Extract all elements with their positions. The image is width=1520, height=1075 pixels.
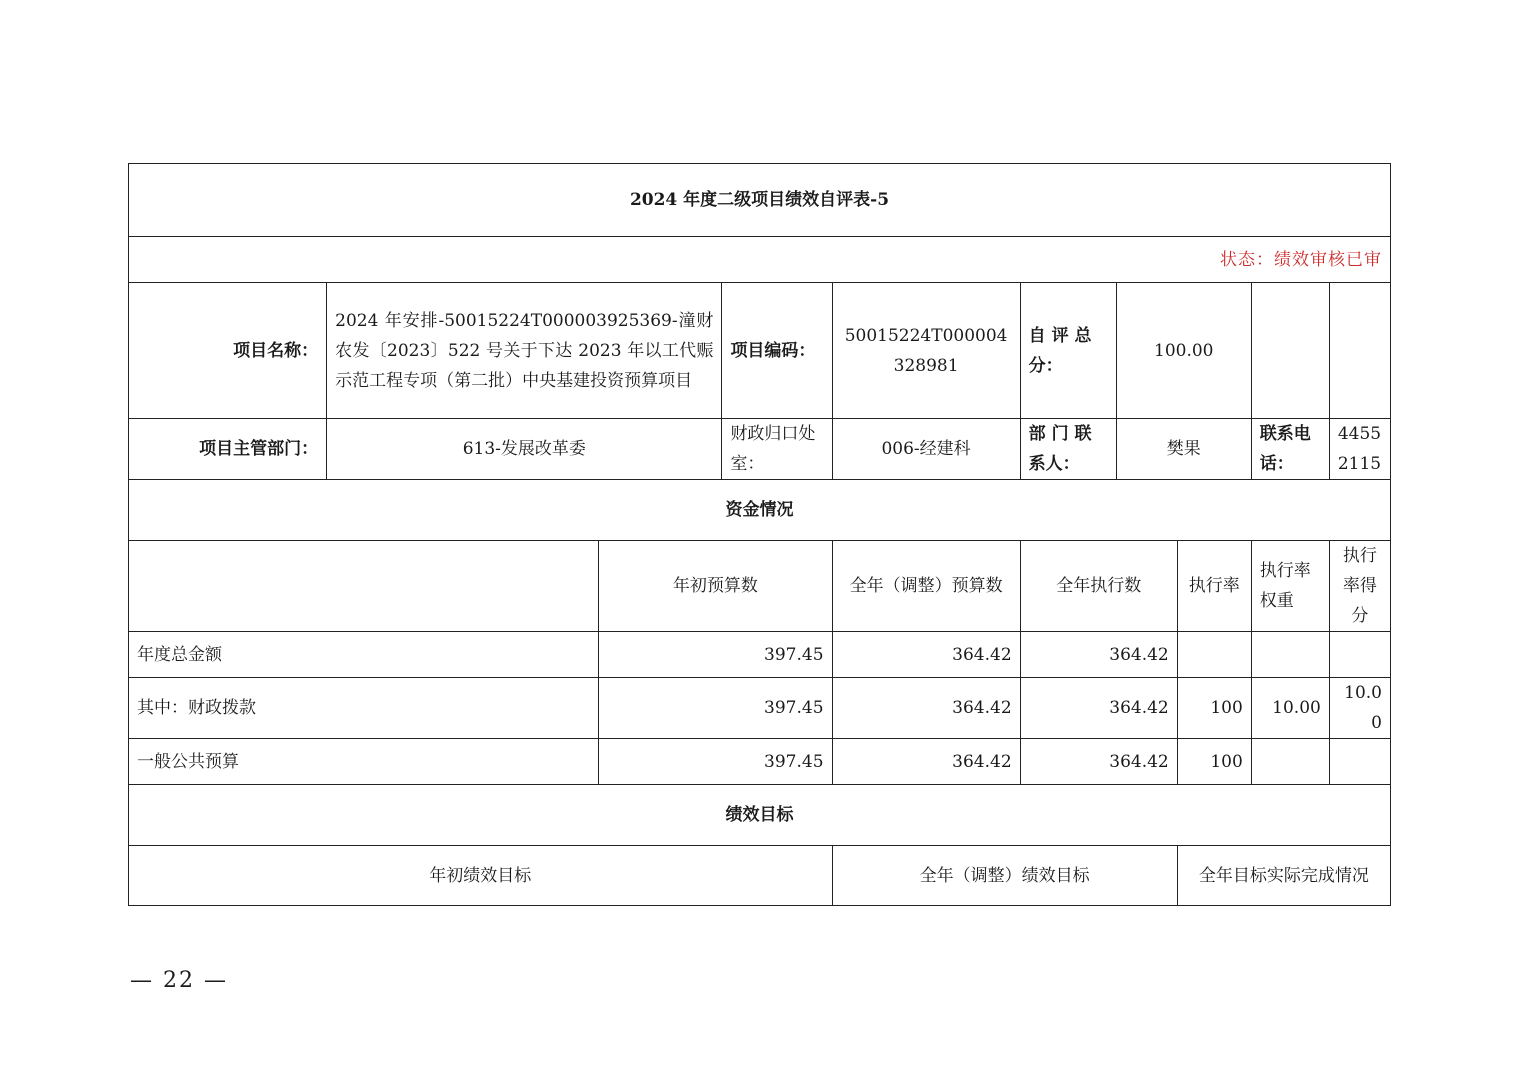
row-score: 10.00	[1329, 678, 1390, 739]
table-row	[129, 678, 1391, 739]
row-executed: 364.42	[1020, 632, 1177, 678]
row-adjusted: 364.42	[832, 678, 1020, 739]
row-adjusted: 364.42	[832, 739, 1020, 785]
contact-label: 部 门 联系人：	[1020, 419, 1116, 480]
row-weight	[1251, 632, 1329, 678]
row-weight: 10.00	[1251, 678, 1329, 739]
project-name-label: 项目名称：	[129, 283, 327, 419]
row-label: 其中：财政拨款	[129, 678, 599, 739]
funds-header-blank	[129, 541, 599, 632]
funds-header-executed: 全年执行数	[1020, 541, 1177, 632]
row-rate	[1177, 632, 1251, 678]
targets-header-actual: 全年目标实际完成情况	[1177, 846, 1390, 906]
self-evaluation-table	[128, 163, 1391, 906]
finance-office-label: 财政归口处室：	[722, 419, 832, 480]
dept-label: 项目主管部门：	[129, 419, 327, 480]
project-code-label: 项目编码：	[722, 283, 832, 419]
row-label: 一般公共预算	[129, 739, 599, 785]
row-score	[1329, 739, 1390, 785]
project-name-value: 2024 年安排-50015224T000003925369-潼财农发〔2023〕522 号关于下达 2023 年以工代赈示范工程专项（第二批）中央基建投资预算项目	[327, 283, 722, 419]
page-title: 2024 年度二级项目绩效自评表-5	[129, 164, 1391, 237]
funds-header-weight: 执行率权重	[1251, 541, 1329, 632]
dept-value: 613-发展改革委	[327, 419, 722, 480]
funds-section-title: 资金情况	[129, 480, 1391, 541]
funds-header-score: 执行率得分	[1329, 541, 1390, 632]
row-adjusted: 364.42	[832, 632, 1020, 678]
row-initial: 397.45	[599, 632, 832, 678]
row-label: 年度总金额	[129, 632, 599, 678]
finance-office-value: 006-经建科	[832, 419, 1020, 480]
row-score	[1329, 632, 1390, 678]
phone-value: 44552115	[1329, 419, 1390, 480]
row-initial: 397.45	[599, 678, 832, 739]
self-score-value: 100.00	[1116, 283, 1251, 419]
targets-header-initial: 年初绩效目标	[129, 846, 833, 906]
empty-cell	[1329, 283, 1390, 419]
row-weight	[1251, 739, 1329, 785]
table-row	[129, 632, 1391, 678]
page-number: — 22 —	[130, 968, 228, 993]
status-badge: 状态：绩效审核已审	[129, 237, 1391, 283]
row-executed: 364.42	[1020, 678, 1177, 739]
row-initial: 397.45	[599, 739, 832, 785]
phone-label: 联系电话：	[1251, 419, 1329, 480]
row-rate: 100	[1177, 678, 1251, 739]
contact-value: 樊果	[1116, 419, 1251, 480]
funds-header-initial: 年初预算数	[599, 541, 832, 632]
self-score-label: 自 评 总分：	[1020, 283, 1116, 419]
funds-header-rate: 执行率	[1177, 541, 1251, 632]
empty-cell	[1251, 283, 1329, 419]
targets-section-title: 绩效目标	[129, 785, 1391, 846]
project-code-value: 50015224T000004328981	[832, 283, 1020, 419]
funds-header-adjusted: 全年（调整）预算数	[832, 541, 1020, 632]
row-executed: 364.42	[1020, 739, 1177, 785]
table-row	[129, 739, 1391, 785]
targets-header-adjusted: 全年（调整）绩效目标	[832, 846, 1177, 906]
row-rate: 100	[1177, 739, 1251, 785]
